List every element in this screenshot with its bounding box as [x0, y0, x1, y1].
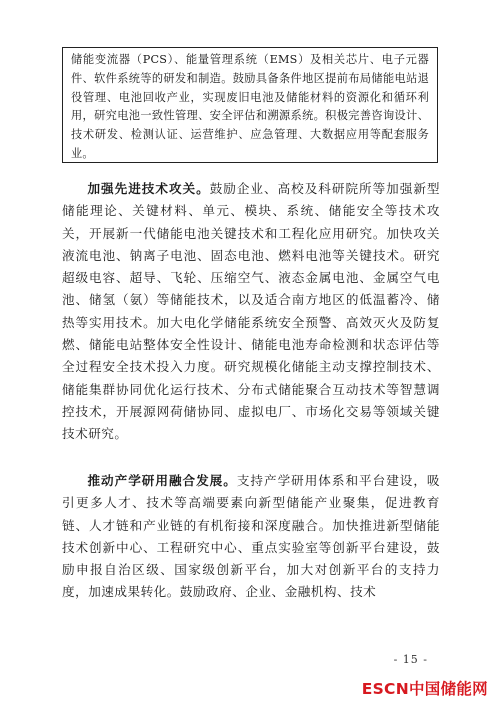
paragraph-heading: 加强先进技术攻关。	[87, 181, 210, 196]
paragraph-text: 支持产学研用体系和平台建设，吸引更多人才、技术等高端要素向新型储能产业聚集，促进教育链、人才链和产业链的有机衔接和深度融合。加快推进新型储能技术创新中心、工程研究中心、重点实验室等创新平台建设，鼓励申报自治区级、国家级创新平台，加大对创新平台的支持力度，加速成果转化。鼓励政府、企业、金融机构、技术	[62, 473, 441, 600]
paragraph-advanced-tech	[62, 178, 440, 446]
paragraph-heading: 推动产学研用融合发展。	[87, 473, 237, 488]
page-number: - 15 -	[393, 653, 428, 666]
boxed-paragraph-text: 储能变流器（PCS）、能量管理系统（EMS）及相关芯片、电子元器件、软件系统等的研发和制造。鼓励具备条件地区提前布局储能电站退役管理、电池回收产业，实现废旧电池及储能材料的资源化和循环利用，研究电池一致性管理、安全评估和溯源系统。积极完善咨询设计、技术研发、检测认证、运营维护、应急管理、大数据应用等配套服务业。	[71, 53, 429, 160]
boxed-paragraph	[62, 47, 438, 163]
paragraph-text: 鼓励企业、高校及科研院所等加强新型储能理论、关键材料、单元、模块、系统、储能安全等技术攻关，开展新一代储能电池关键技术和工程化应用研究。加快攻关液流电池、钠离子电池、固态电池、燃料电池等关键技术。研究超级电容、超导、飞轮、压缩空气、液态金属电池、金属空气电池、储氢（氨）等储能技术，以及适合南方地区的低温蓄冷、储热等实用技术。加大电化学储能系统安全预警、高效灭火及防复燃、储能电站整体安全性设计、储能电池寿命检测和状态评估等全过程安全技术投入力度。研究规模化储能主动支撑控制技术、储能集群协同优化运行技术、分布式储能聚合互动技术等智慧调控技术，开展源网荷储协同、虚拟电厂、市场化交易等领域关键技术研究。	[62, 181, 441, 442]
watermark-logo: ESCN中国储能网	[361, 680, 488, 698]
paragraph-industry-research	[62, 470, 440, 604]
